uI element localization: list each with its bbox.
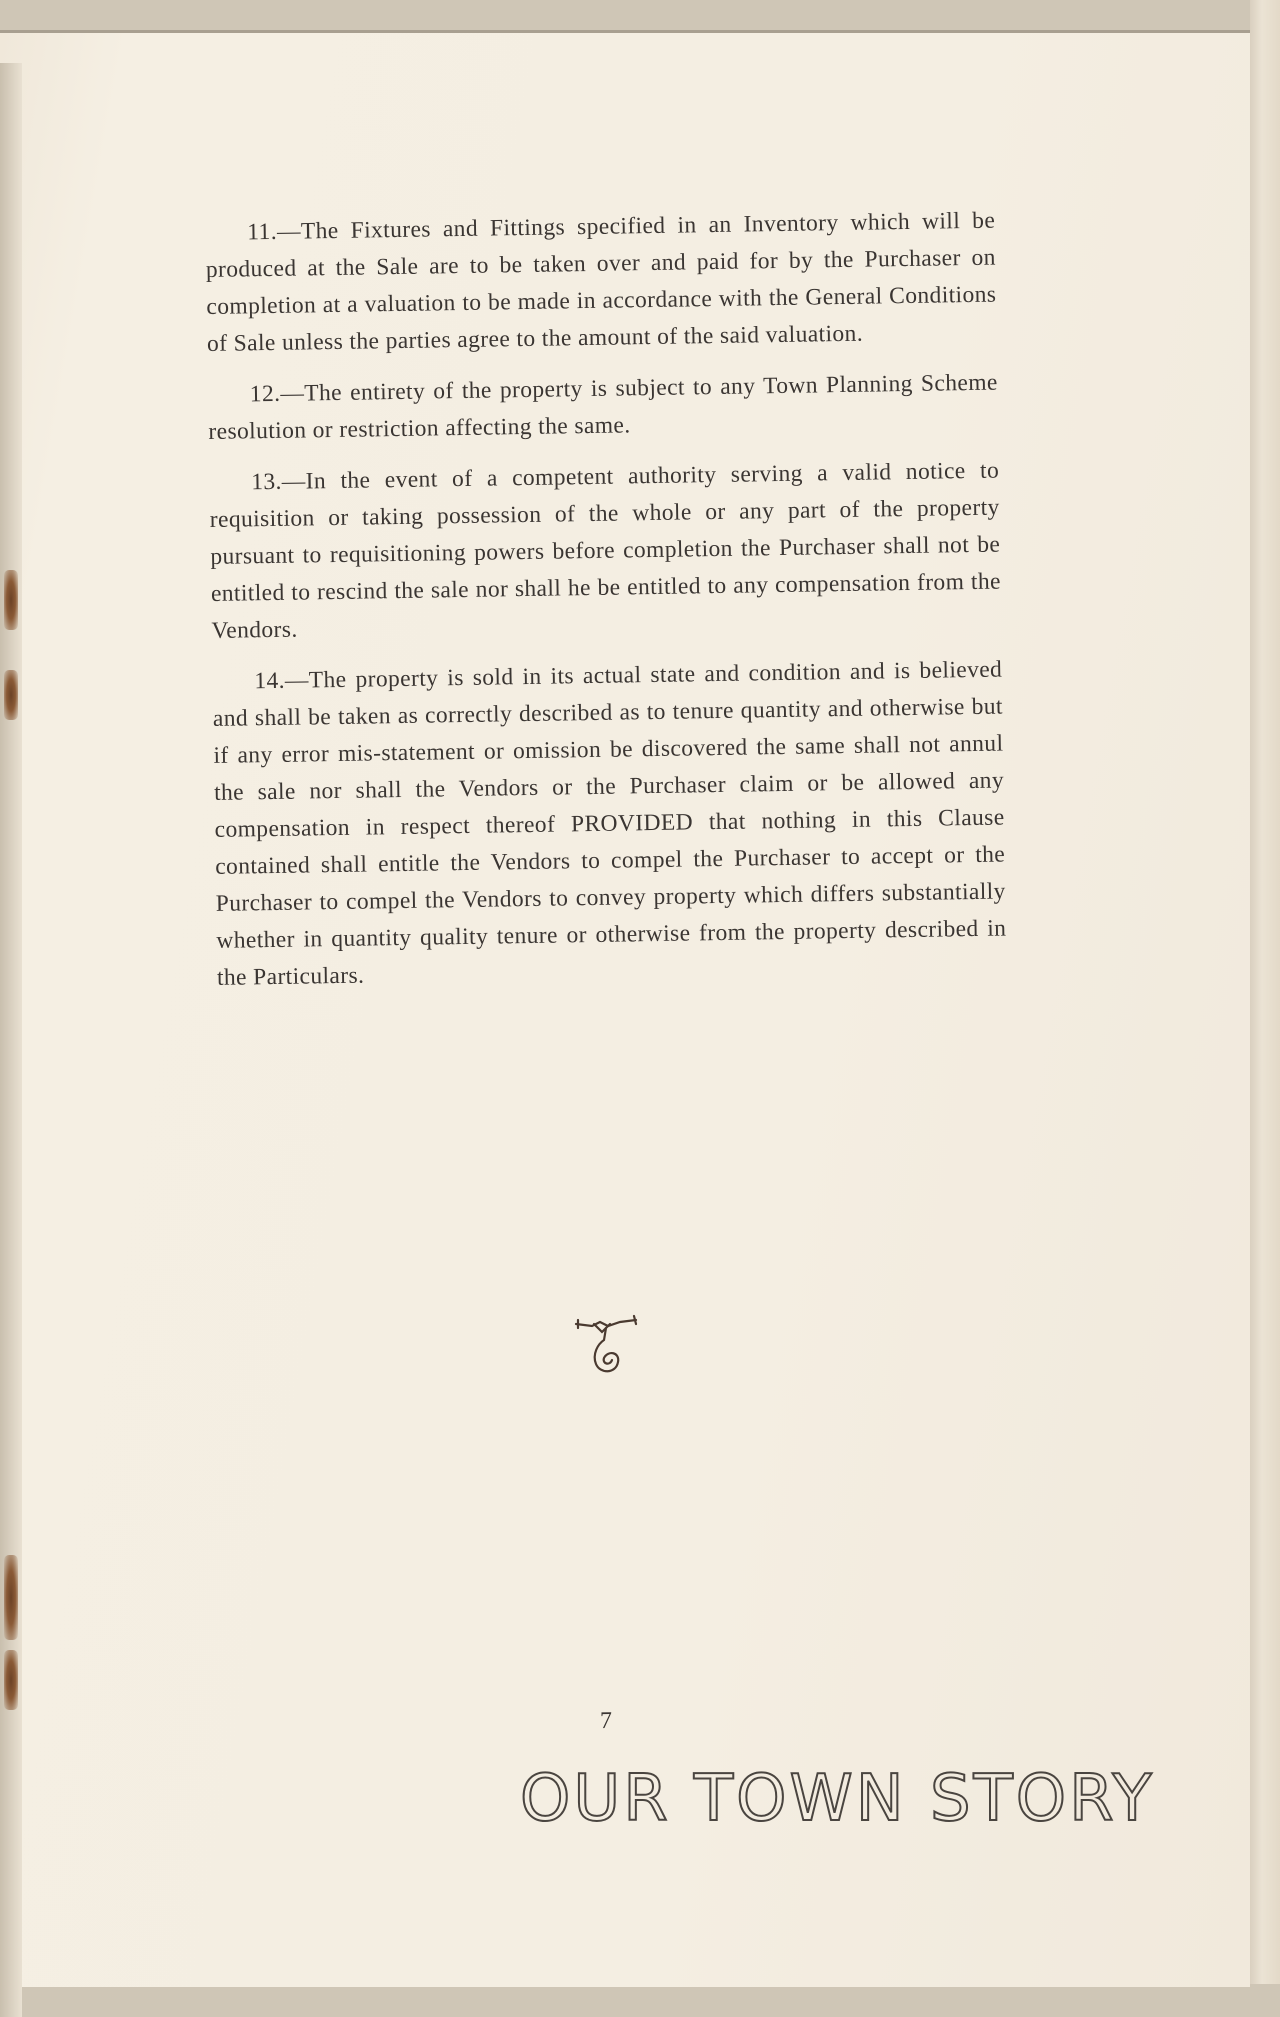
clause-11: 11.—The Fixtures and Fittings specified in an Inventory which will be produced at the Sale are to be taken over and paid for by the Purchaser on completion at a valuation to be made in accordance with the General Conditions of Sale unless the parties agree to the amount of the said valuation.	[205, 207, 997, 357]
clause-13: 13.—In the event of a competent authority serving a valid notice to requisition or taking possession of the whole or any part of the property pursuant to requisitioning powers before completion the Purchaser shall not be entitled to rescind the sale nor shall he be entitled to any compensation from the Vendors.	[209, 457, 1002, 644]
watermark-logo: OUR TOWN STORY	[520, 1762, 1155, 1836]
binding-stain-mark	[4, 570, 18, 630]
scroll-ornament-icon	[572, 1310, 642, 1382]
page-number: 7	[599, 1707, 613, 1735]
binding-stain-mark	[4, 1555, 18, 1640]
binding-stain-mark	[4, 1650, 18, 1710]
page-left-edge	[0, 63, 22, 2017]
clause-12: 12.—The entirety of the property is subject to any Town Planning Scheme resolution or restriction affecting the same.	[208, 369, 998, 445]
clause-14: 14.—The property is sold in its actual state and condition and is believed and shall be taken as correctly described as to tenure quantity and otherwise but if any error mis-statement or omission be discovered the same shall not annul the sale nor shall the Vendors or the Purchaser claim or be allowed any compensation in respect thereof PROVIDED that nothing in this Clause contained shall entitle the Vendors to compel the Purchaser to accept or the Purchaser to compel the Vendors to convey property which differs substantially whether in quantity quality tenure or otherwise from the property described in the Particulars.	[212, 656, 1007, 991]
conditions-text-block	[205, 203, 1007, 1011]
binding-stain-mark	[4, 670, 18, 720]
page-right-edge	[1250, 0, 1280, 1984]
